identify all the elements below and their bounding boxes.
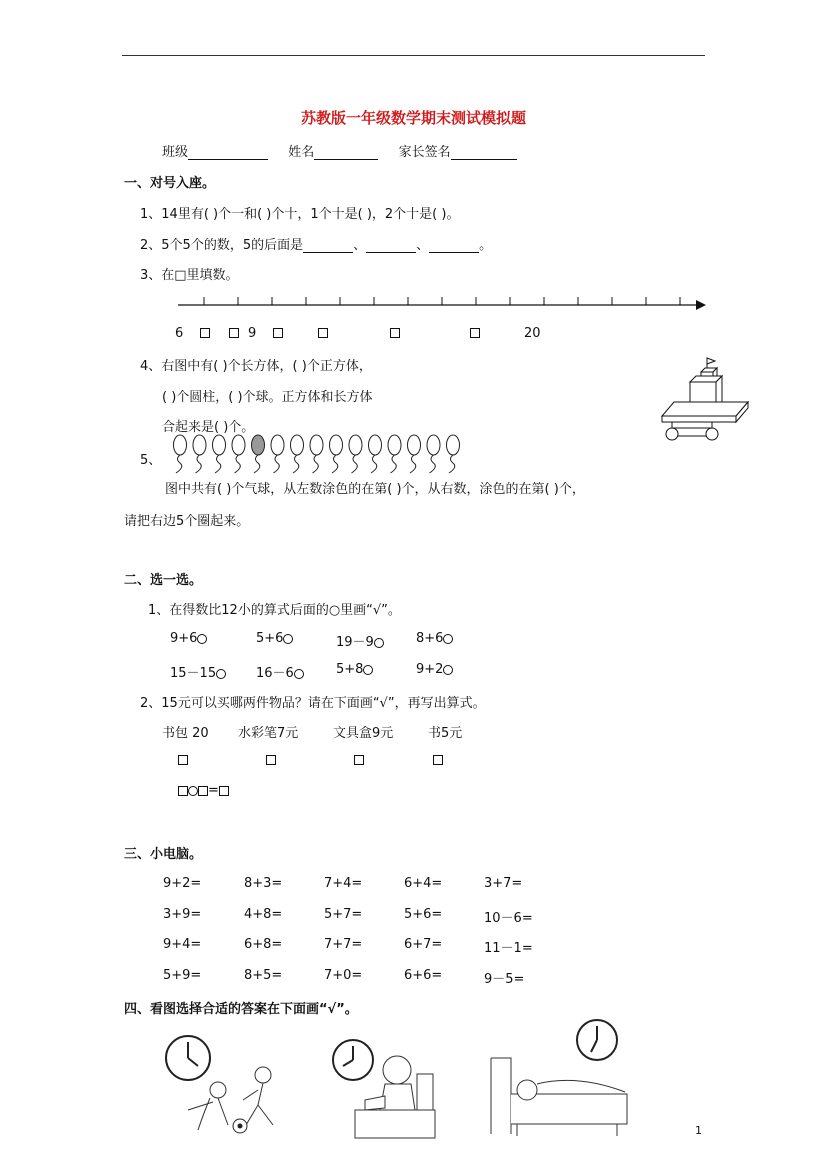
expr-text: 15－15 [170, 666, 217, 681]
equation-box[interactable] [219, 786, 229, 796]
s2-expr-row1-2 [256, 631, 293, 646]
s2-expr-row2-2 [256, 662, 304, 681]
item-markers: 水彩笔7元 [238, 726, 299, 741]
balloon [310, 435, 323, 473]
fill-box[interactable] [318, 328, 328, 338]
page-number: 1 [695, 1124, 702, 1137]
mental-math-item: 8+3= [244, 876, 283, 891]
section-1-heading: 一、对号入座。 [124, 176, 216, 191]
expr-text: 9+2 [416, 662, 444, 677]
mental-math-item: 6+8= [244, 937, 283, 952]
balloon [369, 435, 382, 473]
choice-box[interactable] [266, 755, 276, 765]
balloon [193, 435, 206, 473]
s1-question-1: 1、14里有( )个一和( )个十，1个十是( )，2个十是( )。 [140, 207, 460, 222]
section-2-heading: 二、选一选。 [124, 573, 203, 588]
operator-circle[interactable] [188, 786, 198, 796]
fill-box[interactable] [229, 328, 239, 338]
mental-math-item: 6+7= [404, 937, 443, 952]
answer-circle[interactable] [443, 665, 453, 675]
nl-label-6: 6 [175, 326, 184, 341]
s2-expr-row2-1 [170, 662, 226, 681]
item-pencil-box: 文具盒9元 [333, 726, 394, 741]
answer-circle[interactable] [283, 634, 293, 644]
s1-q4-line1: 4、右图中有( )个长方体，( )个正方体， [140, 359, 372, 374]
header-rule [122, 55, 705, 56]
mental-math-item: 5+6= [404, 906, 443, 922]
fill-box[interactable] [470, 328, 480, 338]
mental-math-item: 3+9= [163, 906, 202, 922]
name-field[interactable] [314, 145, 378, 160]
balloon [388, 435, 401, 473]
mental-math-item: 7+4= [324, 876, 363, 891]
answer-blank[interactable] [429, 238, 479, 253]
mental-math-item: 3+7= [484, 876, 523, 891]
s2-question-1: 1、在得数比12小的算式后面的○里画“√”。 [148, 603, 401, 618]
mental-math-item: 11－1= [484, 941, 533, 956]
balloon [232, 435, 245, 473]
answer-circle[interactable] [363, 665, 373, 675]
s1-question-2: 2、5个5个的数，5的后面是 、 、 。 [140, 238, 493, 253]
balloon [271, 435, 284, 473]
mental-math-item: 7+7= [324, 937, 363, 952]
mental-math-item: 5+7= [324, 906, 363, 922]
mental-math-item: 9－5= [484, 971, 525, 987]
section-3-heading: 三、小电脑。 [124, 847, 203, 862]
expr-text: 8+6 [416, 631, 444, 646]
mental-math-item: 7+0= [324, 967, 363, 983]
s2-expr-row1-3 [336, 631, 384, 650]
answer-circle[interactable] [197, 634, 207, 644]
s1-q5-line1: 图中共有( )个气球，从左数涂色的在第( )个，从右数，涂色的在第( )个， [165, 482, 585, 497]
answer-circle[interactable] [294, 669, 304, 679]
balloon [427, 435, 440, 473]
choice-box[interactable] [433, 755, 443, 765]
info-line [162, 141, 517, 160]
parent-signature-field[interactable] [451, 145, 517, 160]
answer-blank[interactable] [303, 238, 353, 253]
balloon [174, 435, 187, 473]
parent-signature-label: 家长签名 [398, 145, 451, 160]
mental-math-item: 8+5= [244, 967, 283, 983]
s1-q4-line3: 合起来是( )个。 [162, 420, 255, 435]
balloon [291, 435, 304, 473]
mental-math-item: 9+2= [163, 876, 202, 891]
expr-text: 16－6 [256, 666, 294, 681]
balloon-shaded [252, 435, 265, 473]
picture-studying [325, 1030, 445, 1140]
nl-label-20: 20 [524, 326, 541, 341]
s2-expr-row1-1 [170, 631, 207, 646]
expr-text: 5+6 [256, 631, 284, 646]
balloon [408, 435, 421, 473]
number-line-labels [175, 326, 183, 341]
answer-circle[interactable] [443, 634, 453, 644]
mental-math-item: 10－6= [484, 910, 533, 926]
equation-template: = [178, 783, 229, 798]
name-label: 姓名 [288, 145, 315, 160]
s2-expr-row2-3 [336, 662, 373, 677]
fill-box[interactable] [390, 328, 400, 338]
item-bag: 书包 20 [162, 726, 209, 741]
mental-math-item: 4+8= [244, 906, 283, 922]
mental-math-item: 9+4= [163, 937, 202, 952]
balloon [330, 435, 343, 473]
expr-text: 9+6 [170, 631, 198, 646]
s2-expr-row1-4 [416, 631, 453, 646]
picture-sleeping [487, 1018, 637, 1142]
s1-q2-text: 2、5个5个的数，5的后面是 [140, 238, 304, 253]
nl-label-9: 9 [248, 326, 257, 341]
page-title: 苏教版一年级数学期末测试模拟题 [300, 109, 526, 127]
equation-box[interactable] [178, 786, 188, 796]
mental-math-item: 5+9= [163, 967, 202, 983]
balloon [349, 435, 362, 473]
equation-box[interactable] [198, 786, 208, 796]
mental-math-item: 6+4= [404, 876, 443, 891]
s2-expr-row2-4 [416, 662, 453, 677]
class-label: 班级 [162, 145, 189, 160]
fill-box[interactable] [273, 328, 283, 338]
number-line [170, 292, 710, 316]
expr-text: 19－9 [336, 635, 374, 650]
choice-box[interactable] [178, 755, 188, 765]
s1-question-3: 3、在□里填数。 [140, 268, 239, 283]
answer-blank[interactable] [366, 238, 416, 253]
choice-box[interactable] [354, 755, 364, 765]
item-book: 书5元 [428, 726, 463, 741]
answer-circle[interactable] [374, 638, 384, 648]
balloon [447, 435, 460, 473]
section-4-heading: 四、看图选择合适的答案在下面画“√”。 [124, 1002, 358, 1017]
s1-q5-number: 5、 [140, 453, 162, 468]
mental-math-item: 6+6= [404, 967, 443, 983]
s2-question-2: 2、15元可以买哪两件物品？请在下面画“√”，再写出算式。 [140, 696, 486, 711]
fill-box[interactable] [200, 328, 210, 338]
picture-playing-football [158, 1030, 298, 1140]
s1-q4-line2: ( )个圆柱，( )个球。正方体和长方体 [162, 390, 373, 405]
expr-text: 5+8 [336, 662, 364, 677]
toy-cart-picture [660, 356, 750, 444]
answer-circle[interactable] [216, 669, 226, 679]
balloon [213, 435, 226, 473]
class-field[interactable] [188, 145, 268, 160]
s1-q5-line2: 请把右边5个圈起来。 [124, 514, 250, 529]
balloon-row [170, 433, 480, 478]
